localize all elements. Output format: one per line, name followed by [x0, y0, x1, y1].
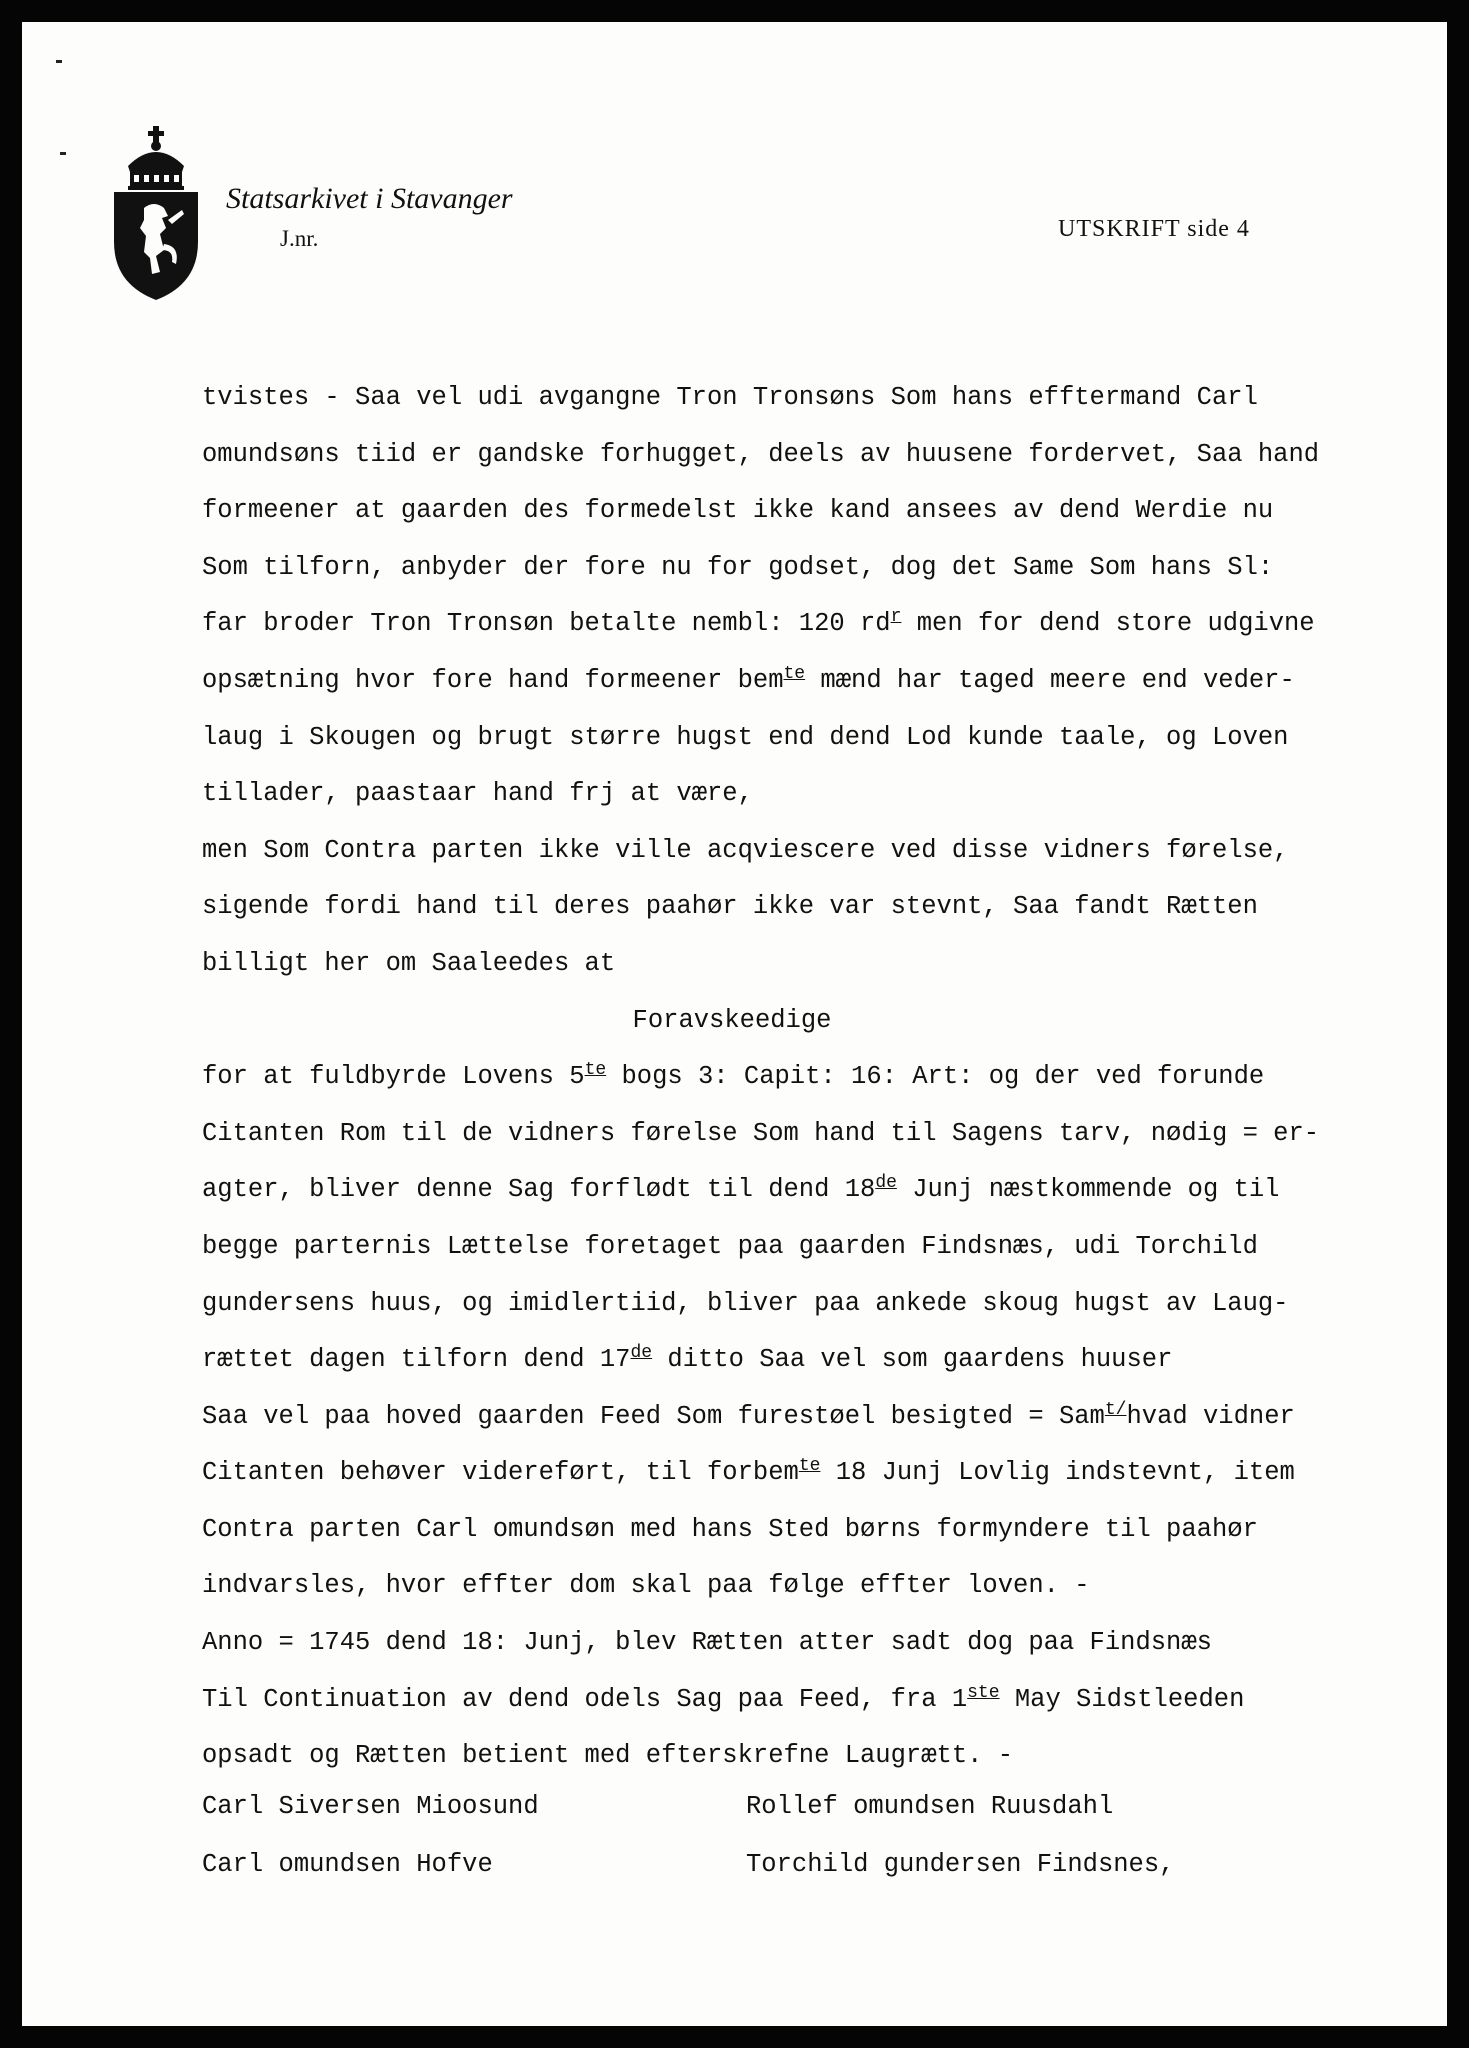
text-fragment: hvad vidner — [1126, 1401, 1295, 1431]
superscript-abbreviation: de — [630, 1343, 653, 1364]
text-fragment: men for dend store udgivne — [901, 609, 1315, 639]
superscript-abbreviation: de — [875, 1173, 897, 1194]
text-line — [202, 1162, 1442, 1219]
text-fragment: 18 Junj Lovlig indstevnt, item — [820, 1458, 1295, 1488]
superscript-abbreviation: r — [890, 607, 902, 628]
text-fragment: for at fuldbyrde Lovens 5 — [202, 1062, 585, 1092]
text-line: opsadt og Rætten betient med efterskrefne Laugrætt. - — [202, 1741, 1014, 1771]
text-line: Som tilforn, anbyder der fore nu for godset, dog det Same Som hans Sl: — [202, 552, 1274, 582]
text-fragment: ditto Saa vel som gaardens huuser — [652, 1345, 1173, 1375]
transcript-page-label: UTSKRIFT side 4 — [1058, 216, 1250, 242]
text-line: tillader, paastaar hand frj at være, — [202, 779, 753, 809]
superscript-abbreviation: ste — [967, 1682, 1000, 1703]
jury-list — [202, 1792, 1302, 1908]
text-fragment: opsætning hvor fore hand formeener bem — [202, 665, 784, 695]
transcript-body — [202, 370, 1442, 1785]
text-line — [202, 653, 1442, 710]
text-fragment: bogs 3: Capit: 16: Art: og der ved forunde — [606, 1062, 1265, 1092]
superscript-abbreviation: te — [584, 1060, 607, 1081]
text-line: tvistes - Saa vel udi avgangne Tron Tronsøns Som hans efftermand Carl — [202, 383, 1258, 412]
journal-number-label: J.nr. — [280, 226, 319, 251]
jury-row — [202, 1792, 1302, 1850]
juror-name: Rollef omundsen Ruusdahl — [746, 1792, 1114, 1821]
juror-name: Carl Siversen Mioosund — [202, 1792, 539, 1821]
text-line — [202, 596, 1442, 653]
text-fragment: Junj næstkommende og til — [896, 1175, 1280, 1205]
scan-mark — [60, 152, 66, 155]
document-page — [22, 22, 1447, 2026]
text-fragment: May Sidstleeden — [999, 1684, 1245, 1714]
text-line: billigt her om Saaleedes at — [202, 948, 616, 978]
coat-of-arms-icon — [110, 124, 202, 304]
text-fragment: Citanten behøver videreført, til forbem — [202, 1458, 799, 1488]
text-line: Contra parten Carl omundsøn med hans Sted børns formyndere til paahør — [202, 1514, 1258, 1544]
text-fragment: mænd har taged meere end veder- — [805, 665, 1295, 695]
text-line: omundsøns tiid er gandske forhugget, deels av huusene fordervet, Saa hand — [202, 439, 1320, 469]
text-line: begge parternis Lættelse foretaget paa gaarden Findsnæs, udi Torchild — [202, 1231, 1258, 1261]
text-line: gundersens huus, og imidlertiid, bliver paa ankede skoug hugst av Laug- — [202, 1288, 1289, 1318]
text-line: men Som Contra parten ikke ville acqviescere ved disse vidners førelse, — [202, 835, 1289, 865]
text-line — [202, 1332, 1442, 1389]
text-line: Anno = 1745 dend 18: Junj, blev Rætten atter sadt dog paa Findsnæs — [202, 1628, 1212, 1658]
text-fragment: Til Continuation av dend odels Sag paa Feed, fra 1 — [202, 1684, 968, 1714]
text-line — [202, 1445, 1442, 1502]
juror-name: Carl omundsen Hofve — [202, 1850, 493, 1879]
superscript-abbreviation: t/ — [1104, 1399, 1127, 1420]
text-fragment: agter, bliver denne Sag forflødt til dend 18 — [202, 1175, 876, 1205]
text-fragment: far broder Tron Tronsøn betalte nembl: 120 rd — [202, 609, 891, 639]
section-heading: Foravskeedige — [632, 1005, 832, 1035]
superscript-abbreviation: te — [783, 663, 806, 684]
text-line: Citanten Rom til de vidners førelse Som hand til Sagens tarv, nødig = er- — [202, 1118, 1320, 1148]
text-fragment: rættet dagen tilforn dend 17 — [202, 1345, 631, 1375]
text-fragment: Saa vel paa hoved gaarden Feed Som furestøel besigted = Sam — [202, 1401, 1105, 1431]
text-line: formeener at gaarden des formedelst ikke kand ansees av dend Werdie nu — [202, 496, 1274, 526]
text-line — [202, 1672, 1442, 1729]
text-line — [202, 1389, 1442, 1446]
superscript-abbreviation: te — [798, 1456, 821, 1477]
text-line — [202, 1049, 1442, 1106]
scan-mark — [56, 60, 62, 63]
text-line: laug i Skougen og brugt større hugst end dend Lod kunde taale, og Loven — [202, 722, 1289, 752]
archive-name: Statsarkivet i Stavanger — [226, 182, 513, 215]
text-line: indvarsles, hvor effter dom skal paa følge effter loven. - — [202, 1571, 1090, 1601]
jury-row — [202, 1850, 1302, 1908]
text-line: sigende fordi hand til deres paahør ikke var stevnt, Saa fandt Rætten — [202, 892, 1258, 922]
juror-name: Torchild gundersen Findsnes, — [746, 1850, 1175, 1879]
